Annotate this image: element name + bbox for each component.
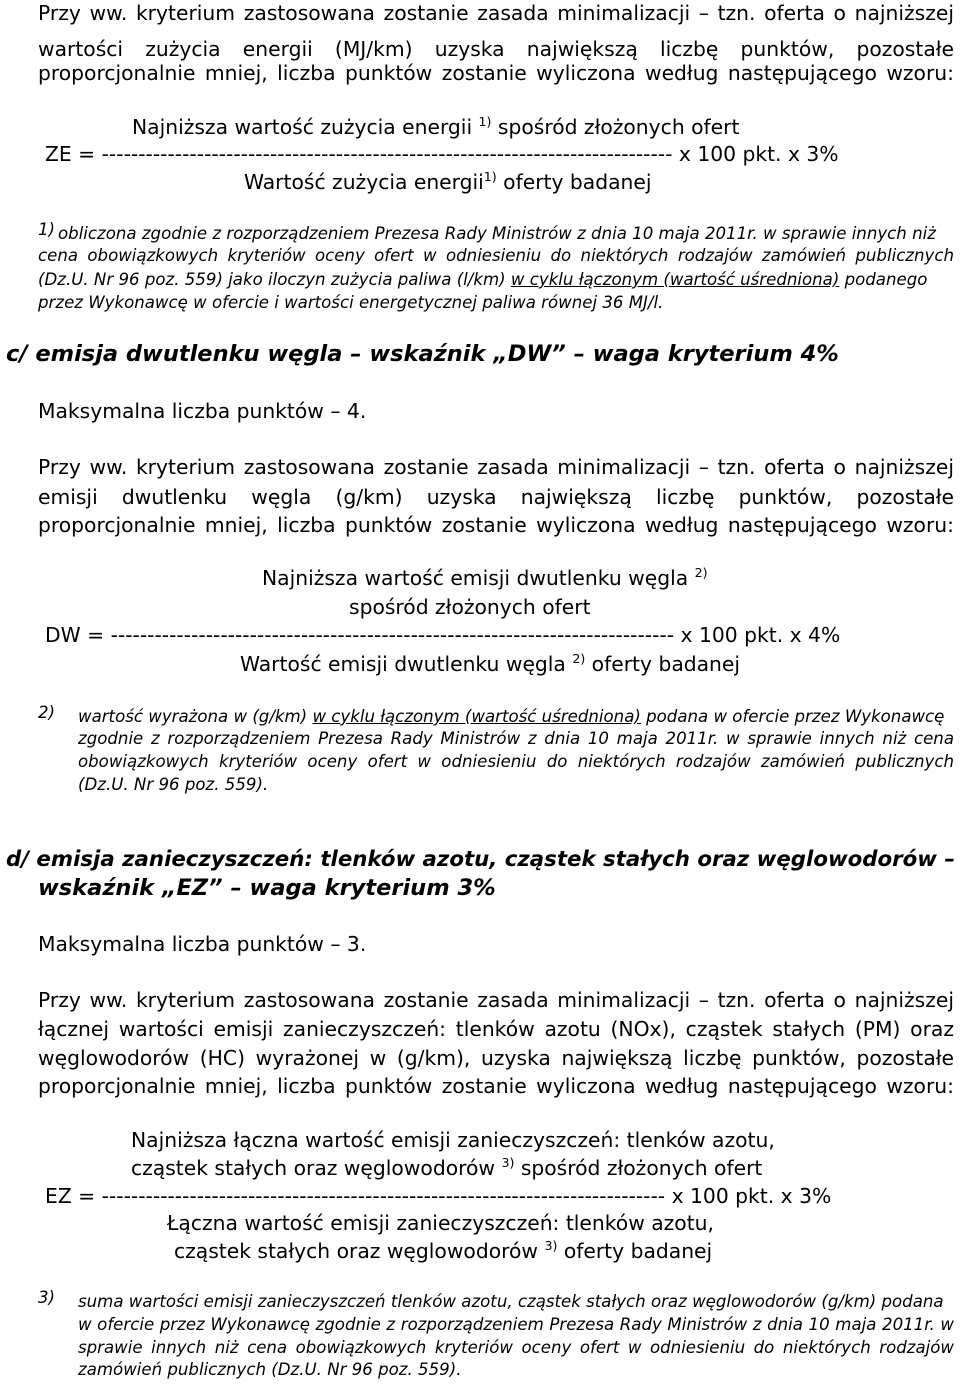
formula-numerator: Najniższa wartość emisji dwutlenku węgla $^{2)}$ <box>262 565 708 590</box>
footnote-line: sprawie innych niż cena obowiązkowych kryteriów oceny ofert w odniesieniu do niektórych rodzajów <box>78 1338 954 1357</box>
formula-main-line <box>45 141 839 167</box>
formula-rhs: x 100 pkt. x 4% <box>674 623 841 647</box>
formula-lhs: DW = <box>45 623 111 647</box>
footnote-line: (Dz.U. Nr 96 poz. 559) jako iloczyn zużycia paliwa (l/km) w cyklu łączonym (wartość uśredniona) podanego <box>38 270 928 289</box>
footnote-line: obliczona zgodnie z rozporządzeniem Prezesa Rady Ministrów z dnia 10 maja 2011r. w sprawie innych niż <box>58 224 936 243</box>
footnote-line: (Dz.U. Nr 96 poz. 559). <box>78 775 269 794</box>
formula-rhs: x 100 pkt. x 3% <box>665 1184 832 1208</box>
footnote-marker: 3) <box>38 1288 56 1307</box>
footnote-line: obowiązkowych kryteriów oceny ofert w odniesieniu do niektórych rodzajów zamówień publicznych <box>78 752 954 771</box>
paragraph-line: proporcjonalnie mniej, liczba punktów zostanie wyliczona według następującego wzoru: <box>38 513 954 537</box>
footnote-line: wartość wyrażona w (g/km) w cyklu łączonym (wartość uśredniona) podana w ofercie przez Wykonawcę <box>78 707 945 726</box>
paragraph-line: Przy ww. kryterium zastosowana zostanie zasada minimalizacji – tzn. oferta o najniższej <box>38 1 954 25</box>
formula-denominator: Wartość emisji dwutlenku węgla $^{2)}$ oferty badanej <box>240 651 741 676</box>
footnote-line: w ofercie przez Wykonawcę zgodnie z rozporządzeniem Prezesa Rady Ministrów z dnia 10 maja 2011r. w <box>78 1315 954 1334</box>
formula-numerator: Najniższa łączna wartość emisji zanieczyszczeń: tlenków azotu, <box>131 1128 775 1152</box>
footnote-marker: 1) <box>38 220 56 239</box>
paragraph-line: proporcjonalnie mniej, liczba punktów zostanie wyliczona według następującego wzoru: <box>38 61 954 85</box>
formula-denominator: cząstek stałych oraz węglowodorów $^{3)}$ oferty badanej <box>174 1238 713 1263</box>
footnote-line: przez Wykonawcę w ofercie i wartości energetycznej paliwa równej 36 MJ/l. <box>38 293 664 312</box>
paragraph-line: emisji dwutlenku węgla (g/km) uzyska największą liczbę punktów, pozostałe <box>38 485 954 509</box>
formula-numerator: cząstek stałych oraz węglowodorów $^{3)}$ spośród złożonych ofert <box>131 1155 763 1180</box>
section-heading: wskaźnik „EZ” – waga kryterium 3% <box>38 875 496 901</box>
formula-main-line <box>45 622 840 648</box>
formula-lhs: EZ = <box>45 1184 102 1208</box>
paragraph-line: wartości zużycia energii (MJ/km) uzyska największą liczbę punktów, pozostałe <box>38 37 954 61</box>
paragraph-line: łącznej wartości emisji zanieczyszczeń: tlenków azotu (NOx), cząstek stałych (PM) oraz <box>38 1017 954 1041</box>
max-points: Maksymalna liczba punktów – 4. <box>38 399 367 423</box>
formula-denominator: Łączna wartość emisji zanieczyszczeń: tlenków azotu, <box>167 1211 714 1235</box>
paragraph-line: Przy ww. kryterium zastosowana zostanie zasada minimalizacji – tzn. oferta o najniższej <box>38 455 954 479</box>
formula-lhs: ZE = <box>45 142 102 166</box>
max-points: Maksymalna liczba punktów – 3. <box>38 932 367 956</box>
footnote-line: suma wartości emisji zanieczyszczeń tlenków azotu, cząstek stałych oraz węglowodorów (g/km) podana <box>78 1292 944 1311</box>
paragraph-line: węglowodorów (HC) wyrażonej w (g/km), uzyska największą liczbę punktów, pozostałe <box>38 1046 954 1070</box>
fraction-bar: ----------------------------------------------------------------------------- <box>110 623 675 647</box>
section-heading: c/ emisja dwutlenku węgla – wskaźnik „DW” – waga kryterium 4% <box>6 341 839 367</box>
fraction-bar: ------------------------------------------------------------------------------ <box>101 142 673 166</box>
footnote-marker: 2) <box>38 703 56 722</box>
fraction-bar: ----------------------------------------------------------------------------- <box>101 1184 666 1208</box>
formula-numerator: spośród złożonych ofert <box>349 595 591 619</box>
footnote-line: zgodnie z rozporządzeniem Prezesa Rady Ministrów z dnia 10 maja 2011r. w sprawie innych niż cena <box>78 729 954 748</box>
formula-main-line <box>45 1183 831 1209</box>
paragraph-line: proporcjonalnie mniej, liczba punktów zostanie wyliczona według następującego wzoru: <box>38 1074 954 1098</box>
paragraph-line: Przy ww. kryterium zastosowana zostanie zasada minimalizacji – tzn. oferta o najniższej <box>38 988 954 1012</box>
formula-numerator: Najniższa wartość zużycia energii $^{1)}$ spośród złożonych ofert <box>132 114 740 139</box>
formula-denominator: Wartość zużycia energii$^{1)}$ oferty badanej <box>244 169 652 194</box>
section-heading: d/ emisja zanieczyszczeń: tlenków azotu, cząstek stałych oraz węglowodorów – <box>6 847 956 872</box>
footnote-line: zamówień publicznych (Dz.U. Nr 96 poz. 559). <box>78 1360 462 1379</box>
footnote-line: cena obowiązkowych kryteriów oceny ofert w odniesieniu do niektórych rodzajów zamówień publicznych <box>38 246 954 265</box>
formula-rhs: x 100 pkt. x 3% <box>672 142 839 166</box>
